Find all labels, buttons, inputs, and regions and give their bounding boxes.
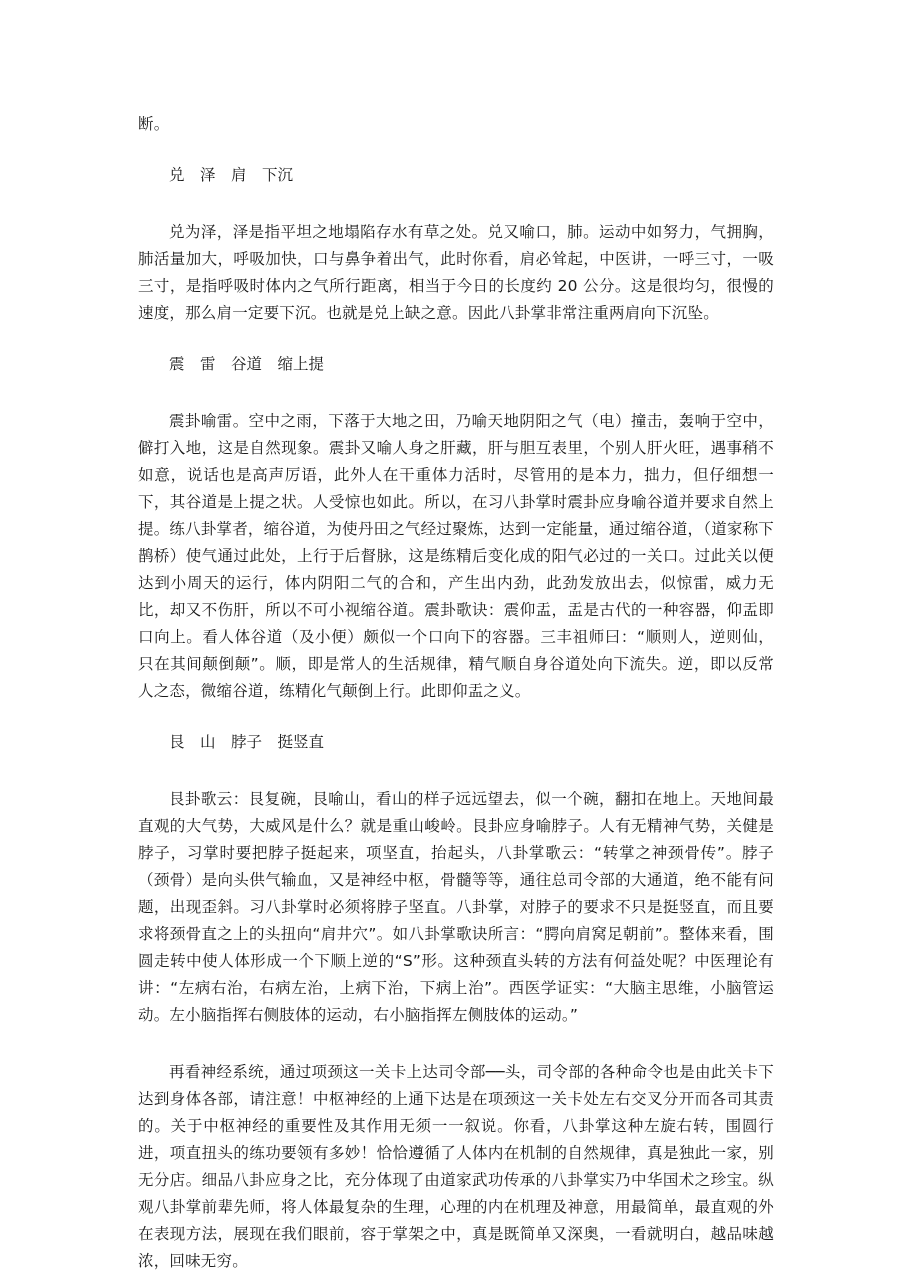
spacer	[138, 138, 774, 162]
paragraph-gen-1: 艮卦歌云：艮复碗，艮喻山，看山的样子远远望去，似一个碗，翻扣在地上。天地间最直观的大气势，大威风是什么？就是重山峻岭。艮卦应身喻脖子。人有无精神气势，关健是脖子，习掌时要把脖子挺起来，项坚直，抬起头，八卦掌歌云：“转掌之神颈骨传”。脖子（颈骨）是向头供气输血，又是神经中枢，骨髓等等，通往总司令部的大通道，绝不能有问题，出现歪斜。习八卦掌时必须将脖子坚直。八卦掌，对脖子的要求不只是挺竖直，而且要求将颈骨直之上的头扭向“肩井穴”。如八卦掌歌诀所言：“腭向肩窝足朝前”。整体来看，围圆走转中使人体形成一个下顺上逆的“S”形。这种颈直头转的方法有何益处呢？中医理论有讲：“左病右治，右病左治，上病下治，下病上治”。西医学证实：“大脑主思维，小脑管运动。左小脑指挥右侧肢体的运动，右小脑指挥左侧肢体的运动。”	[138, 790, 774, 1024]
spacer	[138, 378, 774, 408]
spacer	[138, 189, 774, 219]
section-heading-zhen: 震 雷 谷道 缩上提	[169, 355, 325, 373]
section-heading-gen: 艮 山 脖子 挺竖直	[169, 733, 325, 751]
paragraph-dui: 兑为泽，泽是指平坦之地塌陷存水有草之处。兑又喻口，肺。运动中如努力，气拥胸，肺活量加大，呼吸加快，口与鼻争着出气，此时你看，肩必耸起，中医讲，一呼三寸，一吸三寸，是指呼吸时体内之气所行距离，相当于今日的长度约 20 公分。这是很均匀，很慢的速度，那么肩一定要下沉。也就是兑上缺之意。因此八卦掌非常注重两肩向下沉坠。	[138, 223, 774, 322]
spacer	[138, 1029, 774, 1059]
spacer	[138, 705, 774, 729]
spacer	[138, 756, 774, 786]
spacer	[138, 327, 774, 351]
lead-text: 断。	[138, 115, 170, 133]
section-heading-dui: 兑 泽 肩 下沉	[169, 166, 294, 184]
document-page	[138, 111, 774, 1275]
paragraph-zhen: 震卦喻雷。空中之雨，下落于大地之田，乃喻天地阴阳之气（电）撞击，轰响于空中，僻打入地，这是自然现象。震卦又喻人身之肝藏，肝与胆互表里，个别人肝火旺，遇事稍不如意，说话也是高声厉语，此外人在干重体力活时，尽管用的是本力，拙力，但仔细想一下，其谷道是上提之状。人受惊也如此。所以，在习八卦掌时震卦应身喻谷道并要求自然上提。练八卦掌者，缩谷道，为使丹田之气经过聚炼，达到一定能量，通过缩谷道，（道家称下鹊桥）使气通过此处，上行于后督脉，这是练精后变化成的阳气必过的一关口。过此关以便达到小周天的运行，体内阴阳二气的合和，产生出内劲，此劲发放出去，似惊雷，威力无比，却又不伤肝，所以不可小视缩谷道。震卦歌诀：震仰盂，盂是古代的一种容器，仰盂即口向上。看人体谷道（及小便）颇似一个口向下的容器。三丰祖师曰：“顺则人，逆则仙，只在其间颠倒颠”。顺，即是常人的生活规律，精气顺自身谷道处向下流失。逆，即以反常人之态，微缩谷道，练精化气颠倒上行。此即仰盂之义。	[138, 412, 774, 700]
paragraph-gen-2: 再看神经系统，通过项颈这一关卡上达司令部──头，司令部的各种命令也是由此关卡下达到身体各部，请注意！中枢神经的上通下达是在项颈这一关卡处左右交叉分开而各司其责的。关于中枢神经的重要性及其作用无须一一叙说。你看，八卦掌这种左旋右转，围圆行进，项直扭头的练功要领有多妙！恰恰遵循了人体内在机制的自然规律，真是独此一家，别无分店。细品八卦应身之比，充分体现了由道家武功传承的八卦掌实乃中华国术之珍宝。纵观八卦掌前辈先师，将人体最复杂的生理，心理的内在机理及神意，用最简单，最直观的外在表现方法，展现在我们眼前，容于掌架之中，真是既简单又深奥，一看就明白，越品味越浓，回味无穷。	[138, 1063, 774, 1270]
